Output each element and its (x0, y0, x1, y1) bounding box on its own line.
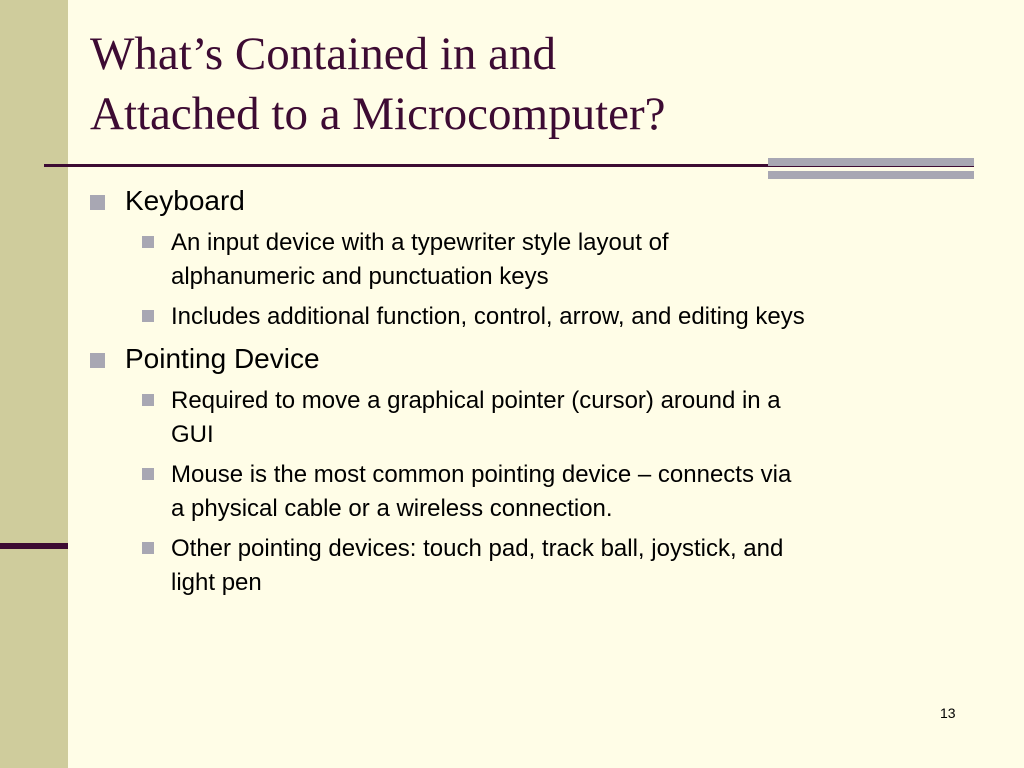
bullet-pointing-device (88, 340, 828, 378)
bullet-label: Pointing Device (125, 343, 320, 374)
title-line-2: Attached to a Microcomputer? (90, 88, 666, 140)
page-number: 13 (940, 705, 956, 721)
bullet-label: Keyboard (125, 185, 245, 216)
sub-bullet (88, 532, 828, 600)
bullet-keyboard (88, 182, 828, 220)
square-bullet-icon (142, 542, 154, 554)
title-line-1: What’s Contained in and (90, 28, 556, 80)
slide-body (88, 182, 828, 606)
divider-accent-bottom (768, 171, 974, 179)
sub-bullet (88, 226, 828, 294)
sub-bullet (88, 300, 828, 334)
square-bullet-icon (90, 195, 105, 210)
square-bullet-icon (142, 236, 154, 248)
square-bullet-icon (142, 394, 154, 406)
sub-bullet-text: Other pointing devices: touch pad, track ball, joystick, and light pen (171, 535, 784, 596)
sub-bullet-text: Mouse is the most common pointing device – connects via a physical cable or a wireless connection. (171, 461, 792, 522)
sub-bullet-text: An input device with a typewriter style layout of alphanumeric and punctuation keys (171, 229, 669, 290)
square-bullet-icon (142, 468, 154, 480)
square-bullet-icon (90, 353, 105, 368)
sub-bullet-text: Includes additional function, control, arrow, and editing keys (171, 303, 805, 330)
sub-bullet-text: Required to move a graphical pointer (cursor) around in a GUI (171, 387, 781, 448)
left-bar-accent-line (0, 543, 68, 549)
sub-bullet (88, 458, 828, 526)
left-decorative-bar (0, 0, 68, 768)
slide-title (90, 24, 990, 144)
square-bullet-icon (142, 310, 154, 322)
sub-bullet (88, 384, 828, 452)
divider-accent-top (768, 158, 974, 166)
